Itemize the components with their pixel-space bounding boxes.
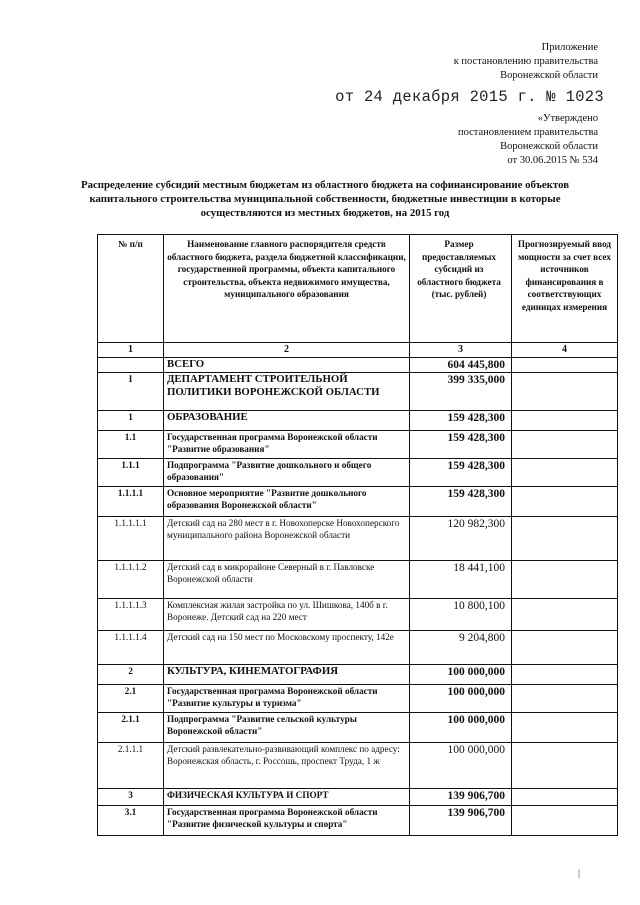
row-number: 1.1.1 xyxy=(98,459,164,487)
row-amount: 139 906,700 xyxy=(410,789,512,806)
appendix-resolution: к постановлению правительства xyxy=(453,56,598,67)
row-capacity xyxy=(512,685,618,713)
row-name: Детский сад на 280 мест в г. Новохоперске Новохоперского муниципального района Воронежской области xyxy=(164,517,410,561)
row-name: Детский развлекательно-развивающий комплекс по адресу: Воронежская область, г. Россошь, проспект Труда, 1 ж xyxy=(164,743,410,789)
subsidy-table xyxy=(97,234,618,836)
table-row xyxy=(98,487,618,517)
row-capacity xyxy=(512,789,618,806)
row-name: Государственная программа Воронежской области "Развитие образования" xyxy=(164,431,410,459)
row-amount: 18 441,100 xyxy=(410,561,512,599)
row-number: 1.1.1.1.3 xyxy=(98,599,164,631)
row-name: ФИЗИЧЕСКАЯ КУЛЬТУРА И СПОРТ xyxy=(164,789,410,806)
approved-date: от 30.06.2015 № 534 xyxy=(507,155,598,166)
approved-by: постановлением правительства xyxy=(457,127,598,138)
header-name: Наименование главного распорядителя средств областного бюджета, раздела бюджетной классификации, государственной программы, объекта капитального строительства, объекта недвижимого имущества, муниципального образования xyxy=(164,235,410,343)
header-capacity: Прогнозируемый ввод мощности за счет всех источников финансирования в соответствующих единицах измерения xyxy=(512,235,618,343)
row-capacity xyxy=(512,743,618,789)
row-number: 1.1 xyxy=(98,431,164,459)
approved-label: «Утверждено xyxy=(537,113,598,124)
row-capacity xyxy=(512,665,618,685)
row-amount: 100 000,000 xyxy=(410,685,512,713)
row-capacity xyxy=(512,459,618,487)
row-name: Подпрограмма "Развитие сельской культуры Воронежской области" xyxy=(164,713,410,743)
appendix-label: Приложение xyxy=(541,42,598,53)
row-capacity xyxy=(512,599,618,631)
row-number: 2.1 xyxy=(98,685,164,713)
table-row xyxy=(98,631,618,665)
row-capacity xyxy=(512,713,618,743)
table-row xyxy=(98,411,618,431)
row-number: 2.1.1.1 xyxy=(98,743,164,789)
row-number: 2.1.1 xyxy=(98,713,164,743)
row-amount: 100 000,000 xyxy=(410,665,512,685)
row-capacity xyxy=(512,358,618,373)
table-row xyxy=(98,517,618,561)
row-name: Подпрограмма "Развитие дошкольного и общего образования" xyxy=(164,459,410,487)
table-row xyxy=(98,713,618,743)
row-amount: 100 000,000 xyxy=(410,743,512,789)
row-capacity xyxy=(512,411,618,431)
row-number: 3.1 xyxy=(98,806,164,836)
row-number: 1.1.1.1 xyxy=(98,487,164,517)
row-capacity xyxy=(512,487,618,517)
row-name: Детский сад в микрорайоне Северный в г. Павловске Воронежской области xyxy=(164,561,410,599)
table-row xyxy=(98,789,618,806)
row-amount: 9 204,800 xyxy=(410,631,512,665)
row-amount: 100 000,000 xyxy=(410,713,512,743)
header-number: № п/п xyxy=(98,235,164,343)
table-row xyxy=(98,599,618,631)
row-name: Детский сад на 150 мест по Московскому проспекту, 142е xyxy=(164,631,410,665)
table-row xyxy=(98,561,618,599)
table-row xyxy=(98,358,618,373)
column-number: 2 xyxy=(164,343,410,358)
row-capacity xyxy=(512,373,618,411)
row-number: I xyxy=(98,373,164,411)
appendix-header xyxy=(454,41,598,83)
column-number: 3 xyxy=(410,343,512,358)
row-amount: 604 445,800 xyxy=(410,358,512,373)
row-name: ОБРАЗОВАНИЕ xyxy=(164,411,410,431)
row-capacity xyxy=(512,561,618,599)
table-row xyxy=(98,743,618,789)
column-number: 4 xyxy=(512,343,618,358)
date-stamp: от 24 декабря 2015 г. № 1023 xyxy=(335,88,604,106)
row-capacity xyxy=(512,517,618,561)
row-amount: 139 906,700 xyxy=(410,806,512,836)
approved-region: Воронежской области xyxy=(500,141,598,152)
row-amount: 159 428,300 xyxy=(410,411,512,431)
table-row xyxy=(98,665,618,685)
row-number: 1.1.1.1.1 xyxy=(98,517,164,561)
row-number: 1 xyxy=(98,411,164,431)
row-name: ВСЕГО xyxy=(164,358,410,373)
row-capacity xyxy=(512,631,618,665)
table-header-row xyxy=(98,235,618,343)
column-number: 1 xyxy=(98,343,164,358)
row-name: Основное мероприятие "Развитие дошкольного образования Воронежской области" xyxy=(164,487,410,517)
page-edge-mark: | xyxy=(578,868,581,879)
table-row xyxy=(98,459,618,487)
row-name: Государственная программа Воронежской области "Развитие культуры и туризма" xyxy=(164,685,410,713)
row-name: Государственная программа Воронежской области "Развитие физической культуры и спорта" xyxy=(164,806,410,836)
document-title: Распределение субсидий местным бюджетам из областного бюджета на софинансирование объектов капитального строительства муниципальной собственности, бюджетные инвестиции в которые осуществляются из местных бюджетов, на 2015 год xyxy=(80,179,570,219)
row-amount: 10 800,100 xyxy=(410,599,512,631)
row-amount: 159 428,300 xyxy=(410,459,512,487)
row-name: Комплексная жилая застройка по ул. Шишкова, 140б в г. Воронеже. Детский сад на 220 мест xyxy=(164,599,410,631)
row-number: 1.1.1.1.4 xyxy=(98,631,164,665)
header-amount: Размер предоставляемых субсидий из областного бюджета (тыс. рублей) xyxy=(410,235,512,343)
row-amount: 159 428,300 xyxy=(410,487,512,517)
row-name: КУЛЬТУРА, КИНЕМАТОГРАФИЯ xyxy=(164,665,410,685)
row-number: 2 xyxy=(98,665,164,685)
approval-header xyxy=(458,112,598,168)
row-name: ДЕПАРТАМЕНТ СТРОИТЕЛЬНОЙ ПОЛИТИКИ ВОРОНЕЖСКОЙ ОБЛАСТИ xyxy=(164,373,410,411)
row-capacity xyxy=(512,431,618,459)
column-number-row xyxy=(98,343,618,358)
row-number: 1.1.1.1.2 xyxy=(98,561,164,599)
appendix-region: Воронежской области xyxy=(500,70,598,81)
row-number: 3 xyxy=(98,789,164,806)
table-row xyxy=(98,806,618,836)
row-amount: 159 428,300 xyxy=(410,431,512,459)
table-row xyxy=(98,373,618,411)
row-amount: 399 335,000 xyxy=(410,373,512,411)
row-amount: 120 982,300 xyxy=(410,517,512,561)
table-row xyxy=(98,685,618,713)
row-capacity xyxy=(512,806,618,836)
row-number xyxy=(98,358,164,373)
table-row xyxy=(98,431,618,459)
